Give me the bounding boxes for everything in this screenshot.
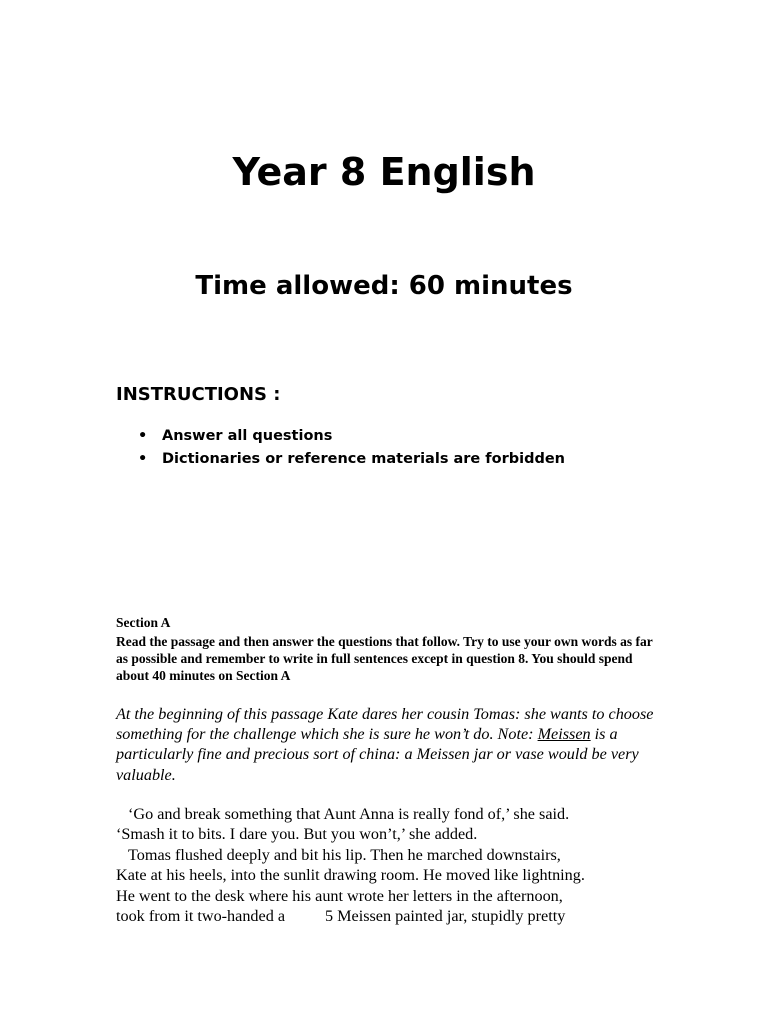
passage-line-text: Meissen painted jar, stupidly pretty <box>337 907 566 926</box>
intro-text: is a particularly fine and precious sort of china: a Meissen jar or vase would be very valuable. <box>116 725 639 784</box>
bullet-icon: • <box>138 451 148 467</box>
passage-intro <box>116 704 661 785</box>
instruction-text: Dictionaries or reference materials are forbidden <box>162 451 565 467</box>
passage-line: ‘Smash it to bits. I dare you. But you won’t,’ she added. <box>116 825 478 844</box>
passage <box>116 804 676 926</box>
intro-text: At the beginning of this passage Kate dares her cousin Tomas: she wants to choose something for the challenge which she is sure he won’t do. Note: <box>116 705 654 744</box>
time-allowed: Time allowed: 60 minutes <box>195 271 573 301</box>
passage-line <box>116 906 676 926</box>
instructions-list <box>116 425 716 471</box>
passage-line: Kate at his heels, into the sunlit drawing room. He moved like lightning. <box>116 866 585 885</box>
intro-underlined-term: Meissen <box>537 725 591 744</box>
passage-line: He went to the desk where his aunt wrote her letters in the afternoon, <box>116 886 563 905</box>
passage-line: ‘Go and break something that Aunt Anna is really fond of,’ she said. <box>128 805 570 823</box>
document-title: Year 8 English <box>232 150 536 194</box>
instruction-item <box>116 448 716 471</box>
passage-line-text: took from it two-handed a <box>116 907 286 926</box>
section-instructions: Read the passage and then answer the questions that follow. Try to use your own words as far as possible and remember to write in full sentences except in question 8. You should spend about 40 minutes on Section A <box>116 634 653 684</box>
instruction-text: Answer all questions <box>162 428 333 444</box>
section-label: Section A <box>116 615 171 630</box>
line-number: 5 <box>324 907 334 926</box>
bullet-icon: • <box>138 428 148 444</box>
passage-line: Tomas flushed deeply and bit his lip. Then he marched downstairs, <box>128 845 561 864</box>
instructions-heading: INSTRUCTIONS : <box>116 384 281 405</box>
instruction-item <box>116 425 716 448</box>
